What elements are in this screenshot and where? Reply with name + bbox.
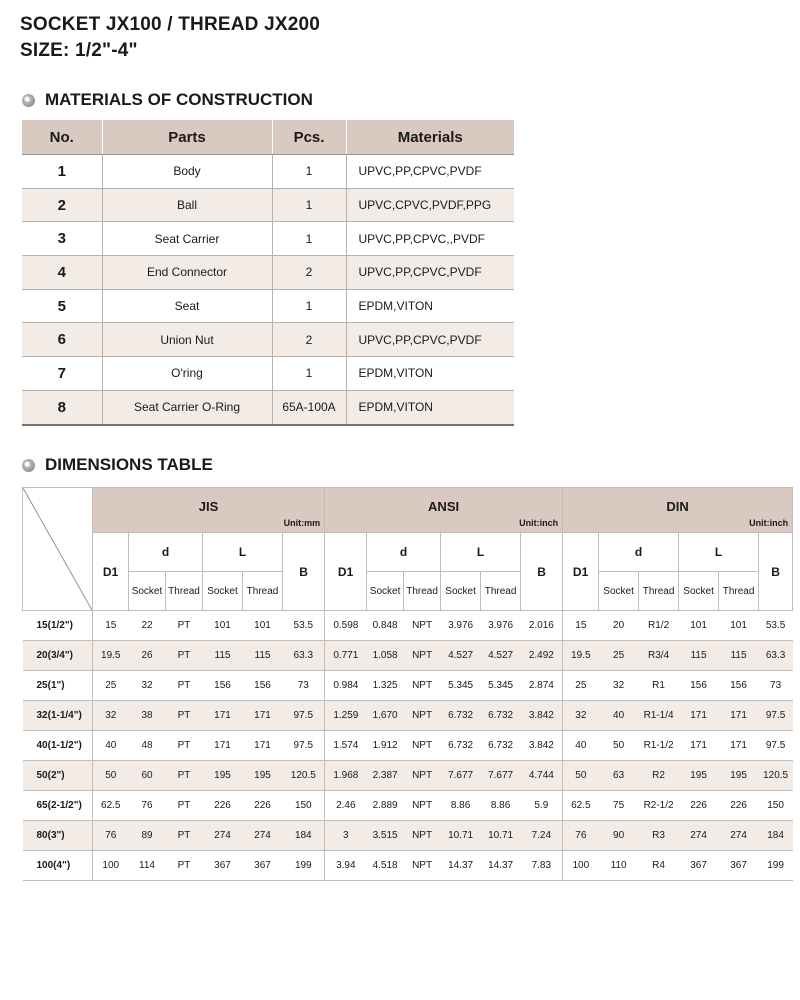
dimensions-row: [23, 701, 793, 731]
part-quantity: 1: [272, 357, 346, 391]
din-b: 199: [759, 851, 793, 881]
header-socket: Socket: [203, 572, 243, 611]
jis-l-thread: 156: [243, 671, 283, 701]
ansi-b: 5.9: [521, 791, 563, 821]
ansi-l-thread: 3.976: [481, 611, 521, 641]
jis-d-thread: PT: [166, 761, 203, 791]
ansi-d1: 3: [325, 821, 367, 851]
header-socket: Socket: [129, 572, 166, 611]
part-number: 8: [22, 390, 102, 424]
din-l-socket: 156: [679, 671, 719, 701]
jis-d-thread: PT: [166, 671, 203, 701]
ansi-d1: 1.574: [325, 731, 367, 761]
ansi-l-thread: 10.71: [481, 821, 521, 851]
standard-header-jis: [93, 488, 325, 533]
ansi-d-socket: 1.325: [367, 671, 404, 701]
header-socket: Socket: [367, 572, 404, 611]
part-number: 5: [22, 289, 102, 323]
dimensions-row: [23, 851, 793, 881]
din-d1: 50: [563, 761, 599, 791]
header-thread: Thread: [243, 572, 283, 611]
column-header-pcs: Pcs.: [272, 120, 346, 155]
header-b: B: [759, 533, 793, 611]
din-l-thread: 226: [719, 791, 759, 821]
jis-l-thread: 171: [243, 701, 283, 731]
nominal-size: 65(2-1/2"): [23, 791, 93, 821]
jis-d-thread: PT: [166, 641, 203, 671]
jis-b: 73: [283, 671, 325, 701]
part-number: 1: [22, 155, 102, 189]
jis-b: 97.5: [283, 701, 325, 731]
nominal-size: 15(1/2"): [23, 611, 93, 641]
header-d1: D1: [563, 533, 599, 611]
dimensions-row: [23, 791, 793, 821]
din-l-socket: 367: [679, 851, 719, 881]
jis-l-thread: 171: [243, 731, 283, 761]
header-d1: D1: [325, 533, 367, 611]
ansi-d-socket: 3.515: [367, 821, 404, 851]
ansi-l-socket: 14.37: [441, 851, 481, 881]
din-l-thread: 171: [719, 701, 759, 731]
part-quantity: 1: [272, 155, 346, 189]
materials-row: [22, 155, 514, 189]
jis-b: 97.5: [283, 731, 325, 761]
nominal-size: 32(1-1/4"): [23, 701, 93, 731]
ansi-d-thread: NPT: [404, 641, 441, 671]
standard-unit: Unit:inch: [749, 518, 789, 528]
jis-d1: 19.5: [93, 641, 129, 671]
ansi-d-thread: NPT: [404, 701, 441, 731]
jis-l-thread: 367: [243, 851, 283, 881]
din-d-thread: R1-1/2: [639, 731, 679, 761]
column-header-parts: Parts: [102, 120, 272, 155]
ansi-d-socket: 1.670: [367, 701, 404, 731]
din-l-socket: 115: [679, 641, 719, 671]
din-d-thread: R2-1/2: [639, 791, 679, 821]
dimensions-heading: [22, 455, 213, 475]
part-quantity: 2: [272, 256, 346, 290]
jis-d-socket: 48: [129, 731, 166, 761]
materials-header-row: [22, 120, 514, 155]
standard-header-din: [563, 488, 793, 533]
dimensions-row: [23, 671, 793, 701]
din-d-socket: 63: [599, 761, 639, 791]
jis-d-thread: PT: [166, 851, 203, 881]
part-name: End Connector: [102, 256, 272, 290]
part-number: 7: [22, 357, 102, 391]
ansi-d1: 1.968: [325, 761, 367, 791]
ansi-d-thread: NPT: [404, 731, 441, 761]
din-b: 73: [759, 671, 793, 701]
standard-unit: Unit:mm: [283, 518, 321, 528]
jis-b: 53.5: [283, 611, 325, 641]
jis-d-socket: 26: [129, 641, 166, 671]
materials-row: [22, 323, 514, 357]
header-b: B: [521, 533, 563, 611]
din-l-socket: 171: [679, 731, 719, 761]
ansi-d-socket: 0.848: [367, 611, 404, 641]
ansi-l-thread: 7.677: [481, 761, 521, 791]
jis-d-thread: PT: [166, 731, 203, 761]
column-header-materials: Materials: [346, 120, 514, 155]
jis-l-thread: 274: [243, 821, 283, 851]
part-number: 4: [22, 256, 102, 290]
header-d: d: [129, 533, 203, 572]
jis-b: 63.3: [283, 641, 325, 671]
din-l-socket: 171: [679, 701, 719, 731]
dimensions-row: [23, 641, 793, 671]
part-number: 6: [22, 323, 102, 357]
header-corner-diagonal: [23, 488, 93, 611]
ansi-d-thread: NPT: [404, 851, 441, 881]
din-d-socket: 32: [599, 671, 639, 701]
din-d1: 40: [563, 731, 599, 761]
din-b: 53.5: [759, 611, 793, 641]
jis-d1: 76: [93, 821, 129, 851]
materials-row: [22, 188, 514, 222]
header-d1: D1: [93, 533, 129, 611]
ansi-l-thread: 6.732: [481, 731, 521, 761]
part-materials: UPVC,PP,CPVC,PVDF: [346, 323, 514, 357]
materials-row: [22, 222, 514, 256]
header-socket: Socket: [679, 572, 719, 611]
part-quantity: 1: [272, 289, 346, 323]
jis-l-socket: 156: [203, 671, 243, 701]
part-quantity: 65A-100A: [272, 390, 346, 424]
header-thread: Thread: [639, 572, 679, 611]
jis-l-socket: 101: [203, 611, 243, 641]
part-materials: UPVC,PP,CPVC,,PVDF: [346, 222, 514, 256]
standard-name: JIS: [198, 498, 219, 514]
din-b: 150: [759, 791, 793, 821]
header-thread: Thread: [404, 572, 441, 611]
din-b: 120.5: [759, 761, 793, 791]
jis-d-socket: 89: [129, 821, 166, 851]
title-line-2: SIZE: 1/2"-4": [20, 40, 138, 61]
jis-d-thread: PT: [166, 791, 203, 821]
dimensions-row: [23, 821, 793, 851]
jis-l-thread: 226: [243, 791, 283, 821]
jis-d-socket: 60: [129, 761, 166, 791]
din-d-thread: R1: [639, 671, 679, 701]
jis-l-socket: 274: [203, 821, 243, 851]
column-header-no: No.: [22, 120, 102, 155]
header-l: L: [203, 533, 283, 572]
din-d-thread: R1/2: [639, 611, 679, 641]
standard-header-ansi: [325, 488, 563, 533]
nominal-size: 20(3/4"): [23, 641, 93, 671]
ansi-b: 7.83: [521, 851, 563, 881]
jis-l-socket: 195: [203, 761, 243, 791]
header-thread: Thread: [719, 572, 759, 611]
din-l-thread: 274: [719, 821, 759, 851]
ansi-b: 2.492: [521, 641, 563, 671]
ansi-l-thread: 8.86: [481, 791, 521, 821]
dimensions-row: [23, 761, 793, 791]
din-d1: 15: [563, 611, 599, 641]
dimensions-table: [22, 487, 793, 881]
materials-heading: [22, 90, 313, 110]
ansi-l-socket: 6.732: [441, 731, 481, 761]
ansi-b: 2.016: [521, 611, 563, 641]
din-l-thread: 195: [719, 761, 759, 791]
din-d-thread: R2: [639, 761, 679, 791]
ansi-b: 3.842: [521, 701, 563, 731]
bullet-icon: [22, 459, 35, 472]
standard-name: DIN: [666, 498, 689, 514]
jis-b: 184: [283, 821, 325, 851]
din-b: 184: [759, 821, 793, 851]
materials-table: [22, 120, 514, 426]
jis-d-socket: 38: [129, 701, 166, 731]
ansi-d-thread: NPT: [404, 761, 441, 791]
din-d-socket: 40: [599, 701, 639, 731]
part-quantity: 1: [272, 188, 346, 222]
ansi-l-socket: 4.527: [441, 641, 481, 671]
ansi-l-socket: 5.345: [441, 671, 481, 701]
part-name: Seat Carrier O-Ring: [102, 390, 272, 424]
part-materials: EPDM,VITON: [346, 289, 514, 323]
jis-d-socket: 22: [129, 611, 166, 641]
jis-d-thread: PT: [166, 701, 203, 731]
jis-l-socket: 115: [203, 641, 243, 671]
dimensions-row: [23, 731, 793, 761]
part-name: Seat: [102, 289, 272, 323]
ansi-l-socket: 8.86: [441, 791, 481, 821]
part-quantity: 2: [272, 323, 346, 357]
title-line-1: SOCKET JX100 / THREAD JX200: [20, 14, 321, 35]
din-b: 63.3: [759, 641, 793, 671]
part-quantity: 1: [272, 222, 346, 256]
dimensions-heading-text: DIMENSIONS TABLE: [45, 455, 213, 474]
jis-d1: 32: [93, 701, 129, 731]
header-thread: Thread: [166, 572, 203, 611]
din-l-socket: 274: [679, 821, 719, 851]
part-name: Seat Carrier: [102, 222, 272, 256]
din-d-socket: 20: [599, 611, 639, 641]
jis-d-thread: PT: [166, 821, 203, 851]
page-title: [20, 12, 320, 64]
header-l: L: [441, 533, 521, 572]
standard-unit: Unit:inch: [519, 518, 559, 528]
nominal-size: 50(2"): [23, 761, 93, 791]
ansi-l-socket: 3.976: [441, 611, 481, 641]
nominal-size: 25(1"): [23, 671, 93, 701]
ansi-b: 2.874: [521, 671, 563, 701]
part-number: 2: [22, 188, 102, 222]
part-materials: EPDM,VITON: [346, 390, 514, 424]
jis-l-socket: 171: [203, 731, 243, 761]
ansi-d1: 1.259: [325, 701, 367, 731]
part-name: Body: [102, 155, 272, 189]
jis-d1: 15: [93, 611, 129, 641]
ansi-d1: 2.46: [325, 791, 367, 821]
jis-d1: 40: [93, 731, 129, 761]
ansi-l-socket: 6.732: [441, 701, 481, 731]
jis-l-socket: 171: [203, 701, 243, 731]
din-l-socket: 226: [679, 791, 719, 821]
jis-l-thread: 101: [243, 611, 283, 641]
materials-row: [22, 256, 514, 290]
ansi-d-socket: 4.518: [367, 851, 404, 881]
nominal-size: 80(3"): [23, 821, 93, 851]
jis-l-thread: 195: [243, 761, 283, 791]
materials-row: [22, 357, 514, 391]
header-b: B: [283, 533, 325, 611]
header-d: d: [367, 533, 441, 572]
header-thread: Thread: [481, 572, 521, 611]
jis-l-socket: 367: [203, 851, 243, 881]
jis-l-thread: 115: [243, 641, 283, 671]
ansi-d-socket: 2.889: [367, 791, 404, 821]
din-l-socket: 195: [679, 761, 719, 791]
nominal-size: 100(4"): [23, 851, 93, 881]
ansi-l-thread: 14.37: [481, 851, 521, 881]
part-name: Ball: [102, 188, 272, 222]
jis-d1: 25: [93, 671, 129, 701]
jis-d1: 62.5: [93, 791, 129, 821]
ansi-l-thread: 5.345: [481, 671, 521, 701]
din-d1: 62.5: [563, 791, 599, 821]
ansi-b: 7.24: [521, 821, 563, 851]
ansi-d-thread: NPT: [404, 791, 441, 821]
din-d-thread: R1-1/4: [639, 701, 679, 731]
part-name: O'ring: [102, 357, 272, 391]
materials-row: [22, 390, 514, 424]
ansi-l-socket: 10.71: [441, 821, 481, 851]
din-d-socket: 25: [599, 641, 639, 671]
din-d-thread: R3: [639, 821, 679, 851]
header-l: L: [679, 533, 759, 572]
din-d1: 100: [563, 851, 599, 881]
din-d-socket: 110: [599, 851, 639, 881]
din-l-thread: 156: [719, 671, 759, 701]
din-d1: 76: [563, 821, 599, 851]
standard-name: ANSI: [428, 498, 460, 514]
din-l-thread: 367: [719, 851, 759, 881]
jis-l-socket: 226: [203, 791, 243, 821]
materials-heading-text: MATERIALS OF CONSTRUCTION: [45, 90, 313, 109]
ansi-b: 4.744: [521, 761, 563, 791]
ansi-d-socket: 1.058: [367, 641, 404, 671]
header-socket: Socket: [441, 572, 481, 611]
din-b: 97.5: [759, 731, 793, 761]
part-materials: UPVC,CPVC,PVDF,PPG: [346, 188, 514, 222]
din-l-socket: 101: [679, 611, 719, 641]
part-number: 3: [22, 222, 102, 256]
ansi-d1: 0.984: [325, 671, 367, 701]
din-b: 97.5: [759, 701, 793, 731]
jis-d-thread: PT: [166, 611, 203, 641]
dimensions-row: [23, 611, 793, 641]
ansi-d-thread: NPT: [404, 821, 441, 851]
part-name: Union Nut: [102, 323, 272, 357]
jis-b: 150: [283, 791, 325, 821]
nominal-size: 40(1-1/2"): [23, 731, 93, 761]
part-materials: UPVC,PP,CPVC,PVDF: [346, 155, 514, 189]
din-d1: 25: [563, 671, 599, 701]
bullet-icon: [22, 94, 35, 107]
ansi-d-socket: 2.387: [367, 761, 404, 791]
ansi-d1: 0.771: [325, 641, 367, 671]
ansi-l-thread: 6.732: [481, 701, 521, 731]
jis-b: 120.5: [283, 761, 325, 791]
din-d-socket: 90: [599, 821, 639, 851]
din-d-socket: 75: [599, 791, 639, 821]
jis-d-socket: 32: [129, 671, 166, 701]
din-d-thread: R4: [639, 851, 679, 881]
jis-d-socket: 114: [129, 851, 166, 881]
din-l-thread: 101: [719, 611, 759, 641]
din-l-thread: 115: [719, 641, 759, 671]
header-d: d: [599, 533, 679, 572]
jis-d1: 50: [93, 761, 129, 791]
ansi-b: 3.842: [521, 731, 563, 761]
jis-d1: 100: [93, 851, 129, 881]
din-d-socket: 50: [599, 731, 639, 761]
ansi-d1: 0.598: [325, 611, 367, 641]
jis-d-socket: 76: [129, 791, 166, 821]
din-l-thread: 171: [719, 731, 759, 761]
din-d-thread: R3/4: [639, 641, 679, 671]
part-materials: EPDM,VITON: [346, 357, 514, 391]
part-materials: UPVC,PP,CPVC,PVDF: [346, 256, 514, 290]
ansi-l-socket: 7.677: [441, 761, 481, 791]
din-d1: 32: [563, 701, 599, 731]
header-socket: Socket: [599, 572, 639, 611]
jis-b: 199: [283, 851, 325, 881]
ansi-d-socket: 1.912: [367, 731, 404, 761]
ansi-d-thread: NPT: [404, 611, 441, 641]
ansi-d1: 3.94: [325, 851, 367, 881]
ansi-l-thread: 4.527: [481, 641, 521, 671]
din-d1: 19.5: [563, 641, 599, 671]
materials-row: [22, 289, 514, 323]
ansi-d-thread: NPT: [404, 671, 441, 701]
